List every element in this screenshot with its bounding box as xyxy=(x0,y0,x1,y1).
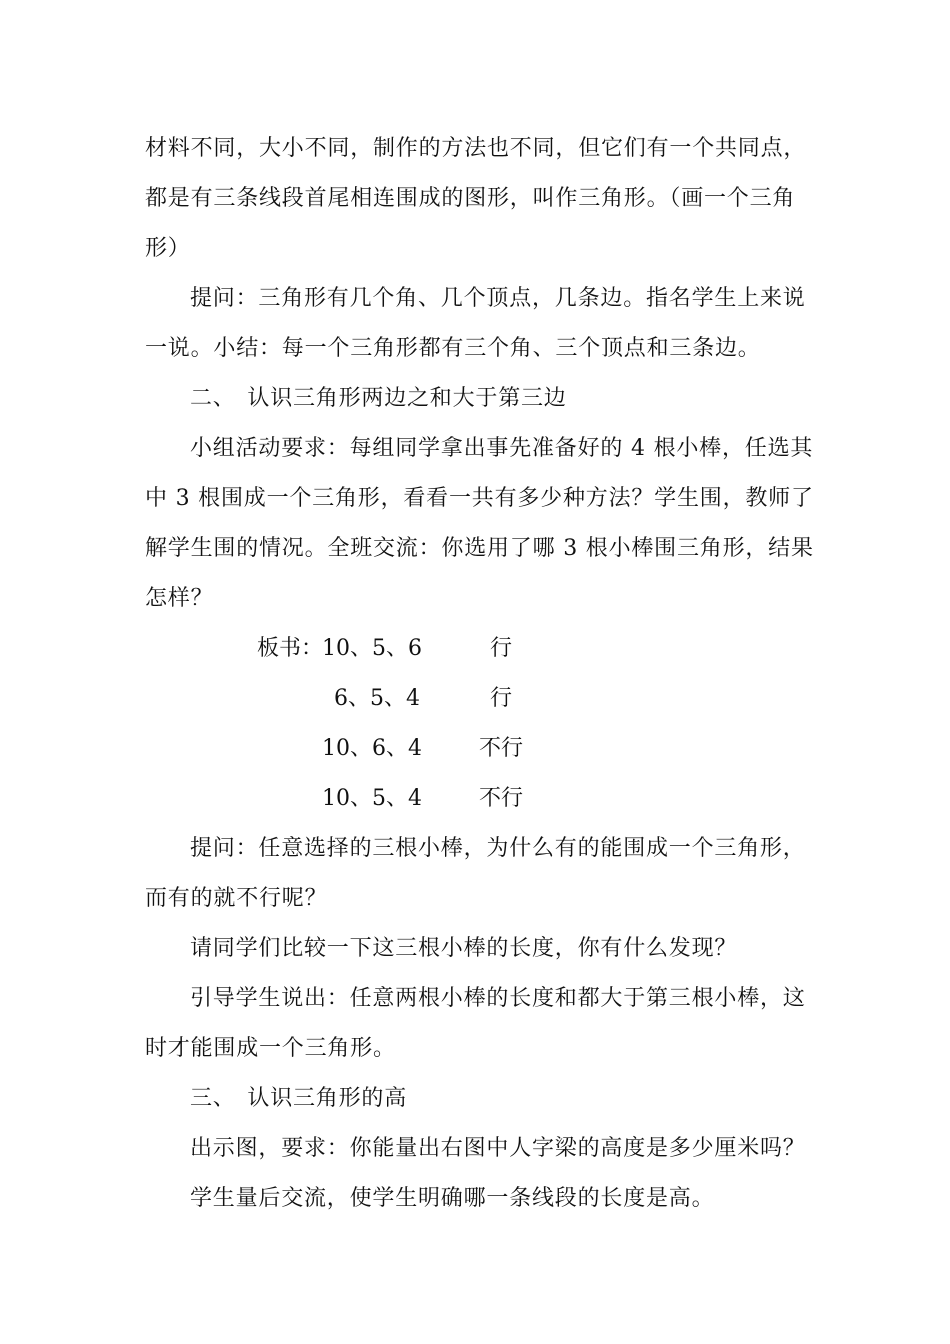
section-heading-2: 二、 认识三角形两边之和大于第三边 xyxy=(190,386,567,411)
text-line: 出示图，要求：你能量出右图中人字梁的高度是多少厘米吗？ xyxy=(190,1136,806,1161)
section-heading-3: 三、 认识三角形的高 xyxy=(190,1086,408,1111)
text-line: 而有的就不行呢？ xyxy=(145,886,328,911)
text-line: 请同学们比较一下这三根小棒的长度，你有什么发现？ xyxy=(190,936,738,961)
board-nums: 10、5、4 xyxy=(322,786,422,811)
board-result: 行 xyxy=(490,686,513,711)
text-line: 引导学生说出：任意两根小棒的长度和都大于第三根小棒，这 xyxy=(190,986,806,1011)
board-result: 不行 xyxy=(479,736,524,761)
text-line: 怎样？ xyxy=(145,586,214,611)
text-line: 时才能围成一个三角形。 xyxy=(145,1036,396,1061)
board-nums: 6、5、4 xyxy=(334,686,420,711)
board-result: 行 xyxy=(490,636,513,661)
board-nums: 10、5、6 xyxy=(322,636,422,661)
text-line: 提问：三角形有几个角、几个顶点，几条边。指名学生上来说 xyxy=(190,286,806,311)
text-line: 材料不同，大小不同，制作的方法也不同，但它们有一个共同点， xyxy=(145,136,807,161)
text-line: 解学生围的情况。全班交流：你选用了哪 3 根小棒围三角形，结果 xyxy=(145,536,814,561)
text-line: 小组活动要求：每组同学拿出事先准备好的 4 根小棒，任选其 xyxy=(190,436,814,461)
board-result: 不行 xyxy=(479,786,524,811)
text-line: 中 3 根围成一个三角形，看看一共有多少种方法？学生围，教师了 xyxy=(145,486,814,511)
text-line: 形） xyxy=(145,236,191,261)
text-line: 都是有三条线段首尾相连围成的图形，叫作三角形。（画一个三角 xyxy=(145,186,796,211)
board-nums: 10、6、4 xyxy=(322,736,422,761)
text-line: 一说。小结：每一个三角形都有三个角、三个顶点和三条边。 xyxy=(145,336,761,361)
text-line: 提问：任意选择的三根小棒，为什么有的能围成一个三角形， xyxy=(190,836,806,861)
board-label: 板书： xyxy=(257,636,324,661)
text-line: 学生量后交流，使学生明确哪一条线段的长度是高。 xyxy=(190,1186,715,1211)
